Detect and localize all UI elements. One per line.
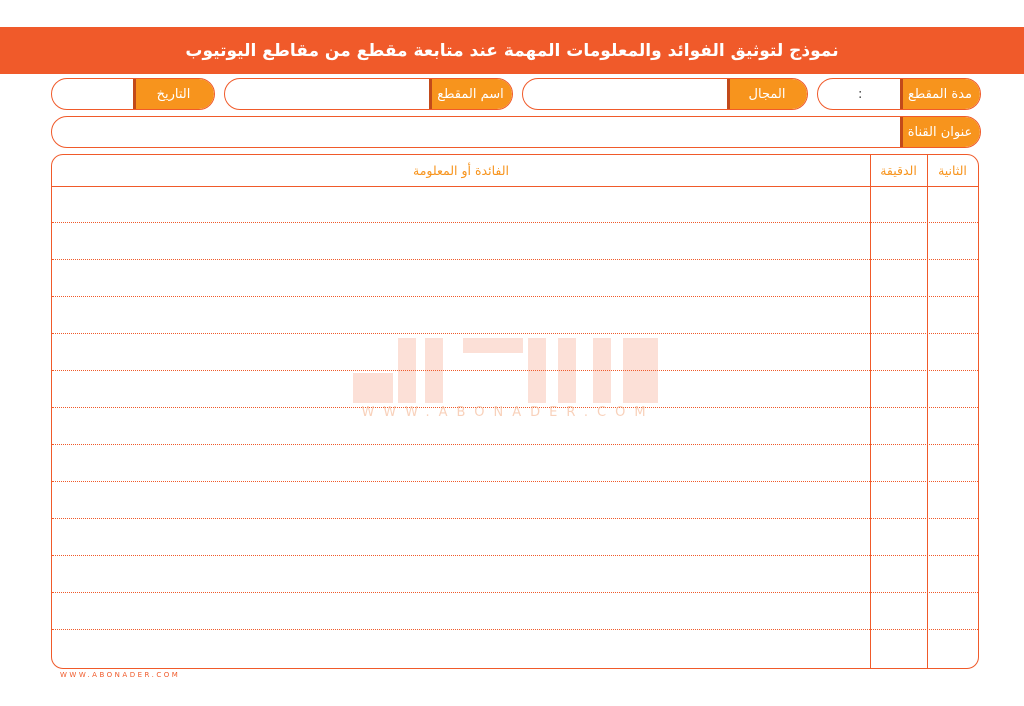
- table-row[interactable]: [52, 630, 978, 667]
- clip-name-field[interactable]: [224, 78, 513, 110]
- date-label: التاريخ: [156, 86, 191, 102]
- duration-label: مدة المقطع: [908, 86, 972, 102]
- table-row[interactable]: [52, 482, 978, 519]
- channel-label-box: [900, 117, 980, 147]
- form-header: [0, 27, 1024, 74]
- table-row[interactable]: [52, 223, 978, 260]
- table-row[interactable]: [52, 519, 978, 556]
- header-minute: الدقيقة: [880, 163, 917, 178]
- watermark-text: WWW.ABONADER.COM: [361, 405, 655, 420]
- footer-url: WWW.ABONADER.COM: [60, 671, 181, 679]
- date-field[interactable]: [51, 78, 215, 110]
- header-second: الثانية: [938, 163, 967, 178]
- table-row[interactable]: [52, 297, 978, 334]
- domain-label-box: [727, 79, 807, 109]
- table-row[interactable]: [52, 593, 978, 630]
- table-row[interactable]: [52, 445, 978, 482]
- duration-field[interactable]: [817, 78, 981, 110]
- form-title: نموذج لتوثيق الفوائد والمعلومات المهمة عند متابعة مقطع من مقاطع اليوتيوب: [185, 40, 839, 61]
- table-row[interactable]: [52, 260, 978, 297]
- domain-label: المجال: [748, 86, 786, 102]
- channel-label: عنوان القناة: [907, 124, 973, 140]
- domain-field[interactable]: [522, 78, 808, 110]
- table-row[interactable]: [52, 556, 978, 593]
- channel-field[interactable]: [51, 116, 981, 148]
- header-note: الفائدة أو المعلومة: [413, 163, 509, 178]
- date-label-box: [133, 79, 214, 109]
- table-row[interactable]: [52, 186, 978, 223]
- duration-value: :: [858, 86, 863, 102]
- duration-label-box: [900, 79, 980, 109]
- clip-name-label-box: [429, 79, 512, 109]
- clip-name-label: اسم المقطع: [437, 86, 504, 102]
